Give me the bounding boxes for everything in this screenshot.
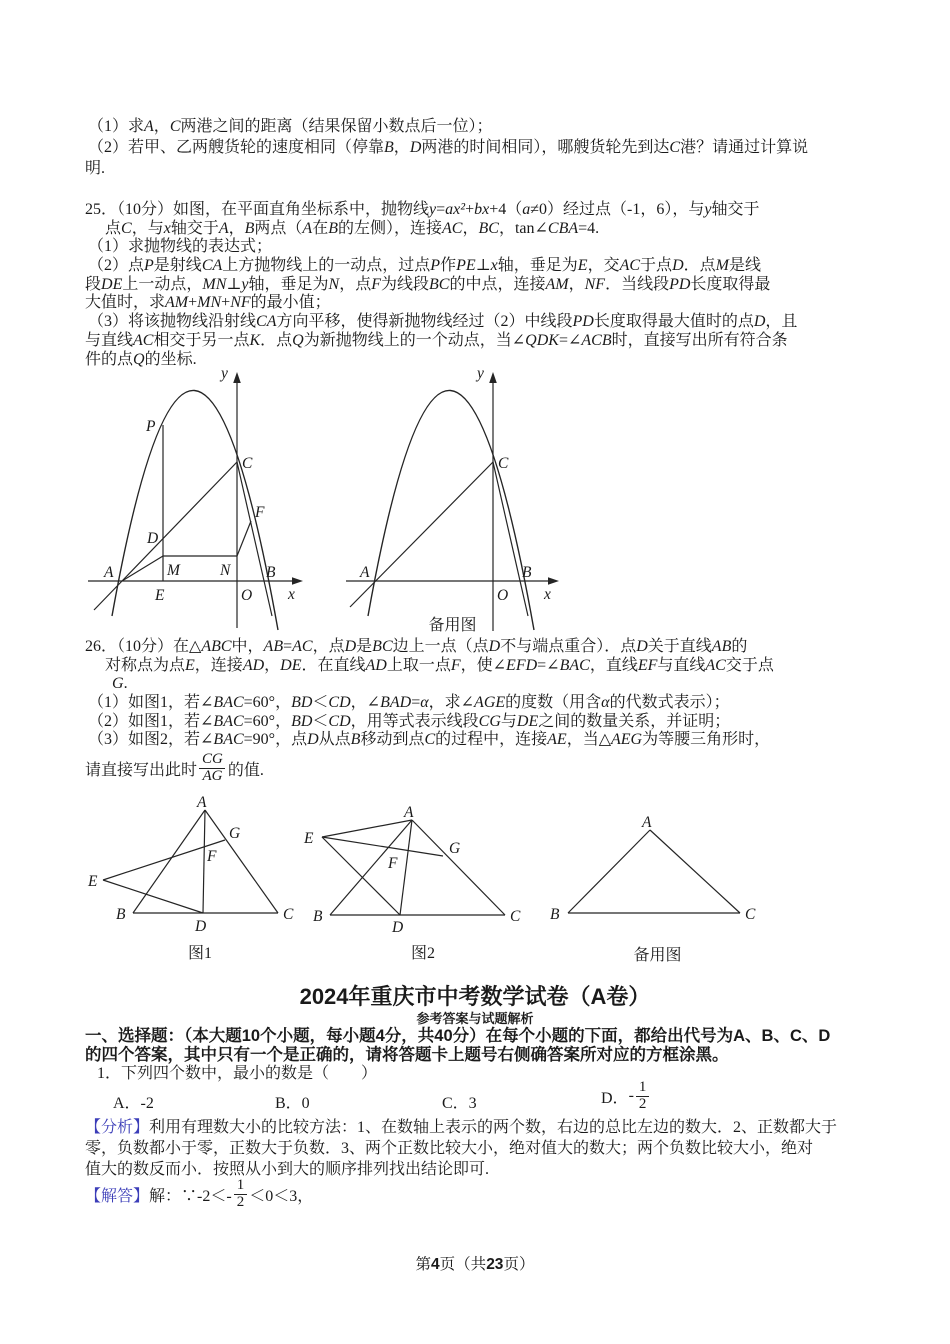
option-B: B．0 xyxy=(275,1095,310,1112)
text-line: （3）将该抛物线沿射线CA方向平移，使得新抛物线经过（2）中线段PD长度取得最大值时的点D，且 xyxy=(88,313,798,331)
text-line: （3）如图2，若∠BAC=90°，点D从点B移动到点C的过程中，连接AE，当△AEG为等腰三角形时， xyxy=(88,731,771,749)
solution-line xyxy=(85,1172,313,1216)
segment-AD xyxy=(203,810,205,913)
label-E: E xyxy=(155,587,165,604)
y-axis-arrow xyxy=(489,372,497,383)
label-E: E xyxy=(304,830,314,847)
fraction-numerator: 1 xyxy=(638,1078,647,1095)
fraction-numerator: CG xyxy=(202,750,223,767)
label-E: E xyxy=(88,873,98,890)
triangle-figure-1 xyxy=(87,794,294,935)
text-line: G. xyxy=(112,675,128,693)
option-A: A．-2 xyxy=(113,1095,154,1112)
problem25-text xyxy=(85,201,895,369)
parabola-figure-main xyxy=(88,365,303,630)
label-A: A xyxy=(360,564,370,581)
side-AC xyxy=(650,830,740,913)
label-A: A xyxy=(197,794,207,811)
label-F: F xyxy=(207,848,217,865)
question1-stem: 1．下列四个数中，最小的数是（ ） xyxy=(97,1065,378,1082)
line-AC xyxy=(94,462,237,610)
text: 请直接写出此时 xyxy=(85,761,198,779)
text-line: 明. xyxy=(85,160,106,177)
segment-NF xyxy=(237,521,251,556)
fraction-denominator: 2 xyxy=(234,1194,248,1211)
text-line: 25．（10分）如图，在平面直角坐标系中，抛物线y=ax²+bx+4（a≠0）经过点（-1，6），与y轴交于 xyxy=(85,201,760,218)
fraction-one-half xyxy=(234,1178,248,1211)
option-D-sign: - xyxy=(628,1087,634,1104)
label-x: x xyxy=(288,586,295,603)
section-heading-line2: 的四个答案，其中只有一个是正确的，请将答题卡上题号右侧确答案所对应的方框涂黑。 xyxy=(85,1046,729,1064)
fraction-CG-AG xyxy=(199,752,226,785)
fraction-numerator: 1 xyxy=(236,1176,245,1193)
problem26-fraction-line xyxy=(85,746,264,790)
paper-title: 2024年重庆市中考数学试卷（A卷） xyxy=(299,984,651,1009)
label-F: F xyxy=(388,855,398,872)
fraction-denominator: 2 xyxy=(636,1096,650,1113)
text-line: 大值时，求AM+MN+NF的最小值； xyxy=(85,294,331,312)
label-B: B xyxy=(266,564,276,581)
fraction-one-half xyxy=(636,1080,650,1113)
segment-AE xyxy=(322,820,412,837)
text-line: 件的点Q的坐标. xyxy=(85,350,197,368)
label-G: G xyxy=(449,840,461,857)
text-line: （1）求A，C两港之间的距离（结果保留小数点后一位）； xyxy=(88,118,493,135)
label-C: C xyxy=(242,455,253,472)
label-C: C xyxy=(498,455,509,472)
label-N: N xyxy=(220,562,231,579)
footer-text: 第 xyxy=(415,1256,432,1273)
text-line: 26．（10分）在△ABC中，AB=AC，点D是BC边上一点（点D不与端点重合）．点D关于直线AB的 xyxy=(85,638,748,655)
text-line: （2）如图1，若∠BAC=60°，BD＜CD，用等式表示线段CG与DE之间的数量关系，并证明； xyxy=(88,712,731,730)
triangle-figures xyxy=(85,795,765,940)
triangle-figure-backup xyxy=(550,814,756,923)
label-D: D xyxy=(195,918,207,935)
text-line: （1）求抛物线的表达式； xyxy=(88,238,273,256)
option-D-label: D． xyxy=(601,1089,629,1107)
problem24-text xyxy=(85,116,895,179)
text-line: （2）点P是射线CA上方抛物线上的一动点，过点P作PE⊥x轴，垂足为E，交AC于点D．点M是线 xyxy=(88,257,761,275)
line-AC xyxy=(350,462,493,607)
side-AC xyxy=(412,820,505,915)
label-B: B xyxy=(550,906,560,923)
solution-pre: 解：∵-2＜- xyxy=(149,1187,232,1205)
paper-subtitle: 参考答案与试题解析 xyxy=(416,1011,534,1026)
footer-total-pages: 23 xyxy=(486,1256,504,1273)
parabola-curve xyxy=(368,390,534,630)
y-axis-arrow xyxy=(233,372,241,383)
label-y: y xyxy=(221,365,228,382)
parabola-figure-backup xyxy=(346,365,559,631)
text-line: 点C，与x轴交于A，B两点（A在B的左侧），连接AC，BC，tan∠CBA=4. xyxy=(105,219,600,237)
option-C: C．3 xyxy=(442,1095,477,1112)
label-O: O xyxy=(241,587,253,604)
text: 的值. xyxy=(227,761,264,779)
section-heading-line1: 一、选择题：（本大题10个小题，每小题4分，共40分）在每个小题的下面，都给出代号为A、B、C、D xyxy=(85,1027,831,1045)
label-B: B xyxy=(313,908,323,925)
label-C: C xyxy=(283,906,294,923)
page-footer xyxy=(0,1252,950,1274)
option-D xyxy=(601,1076,651,1116)
solution-post: ＜0＜3， xyxy=(249,1187,314,1205)
label-F: F xyxy=(255,504,265,521)
footer-text: 页） xyxy=(503,1256,535,1273)
x-axis-arrow xyxy=(548,577,559,585)
label-A: A xyxy=(642,814,652,831)
text-line: 【分析】利用有理数大小的比较方法：1、在数轴上表示的两个数，右边的总比左边的数大．2、正数都大于 xyxy=(85,1119,838,1136)
segment-AD xyxy=(400,820,412,915)
label-C: C xyxy=(745,906,756,923)
label-O: O xyxy=(497,587,509,604)
parabola-curve xyxy=(112,390,278,630)
text-line: 与直线AC相交于另一点K．点Q为新抛物线上的一个动点，当∠QDK=∠ACB时，直接写出所有符合条 xyxy=(85,331,788,349)
text-line: 对称点为点E，连接AD，DE．在直线AD上取一点F，使∠EFD=∠BAC，直线EF与直线AC交于点 xyxy=(105,656,774,674)
side-AB xyxy=(133,810,205,913)
footer-page-number: 4 xyxy=(431,1256,440,1273)
triangle-figure-2 xyxy=(303,804,521,936)
caption-fig2: 图2 xyxy=(410,945,435,962)
fraction-denominator: AG xyxy=(199,768,225,785)
text-line: 零，负数都小于零，正数大于负数．3、两个正数比较大小，绝对值大的数大；两个负数比较大小，绝对 xyxy=(85,1139,814,1157)
caption-backup-figure: 备用图 xyxy=(428,617,477,634)
footer-text: 页（共 xyxy=(439,1256,487,1273)
text-line: 值大的数反而小．按照从小到大的顺序排列找出结论即可. xyxy=(85,1160,490,1178)
label-B: B xyxy=(522,564,532,581)
text-line: 段DE上一动点，MN⊥y轴，垂足为N，点F为线段BC的中点，连接AM，NF．当线段PD长度取得最 xyxy=(85,275,771,293)
text-line: （1）如图1，若∠BAC=60°，BD＜CD，∠BAD=α，求∠AGE的度数（用含α的代数式表示）； xyxy=(88,694,730,712)
text-line: （2）若甲、乙两艘货轮的速度相同（停靠B，D两港的时间相同），哪艘货轮先到达C港？请通过计算说 xyxy=(88,139,809,156)
solution-label: 【解答】 xyxy=(85,1187,150,1205)
label-A: A xyxy=(104,564,114,581)
parabola-figures xyxy=(85,362,620,642)
label-x: x xyxy=(544,586,551,603)
side-AB xyxy=(568,830,650,913)
label-M: M xyxy=(167,562,180,579)
problem26-text xyxy=(85,638,895,750)
label-C: C xyxy=(510,908,521,925)
label-y: y xyxy=(477,365,484,382)
segment-EG xyxy=(322,837,443,856)
label-B: B xyxy=(116,906,126,923)
segment-ED xyxy=(322,837,400,915)
label-D: D xyxy=(147,530,159,547)
side-AB xyxy=(330,820,412,915)
label-G: G xyxy=(229,825,241,842)
caption-backup-triangle: 备用图 xyxy=(633,947,682,964)
label-P: P xyxy=(146,418,156,435)
caption-fig1: 图1 xyxy=(187,945,212,962)
x-axis-arrow xyxy=(292,577,303,585)
label-D: D xyxy=(392,919,404,936)
label-A: A xyxy=(404,804,414,821)
